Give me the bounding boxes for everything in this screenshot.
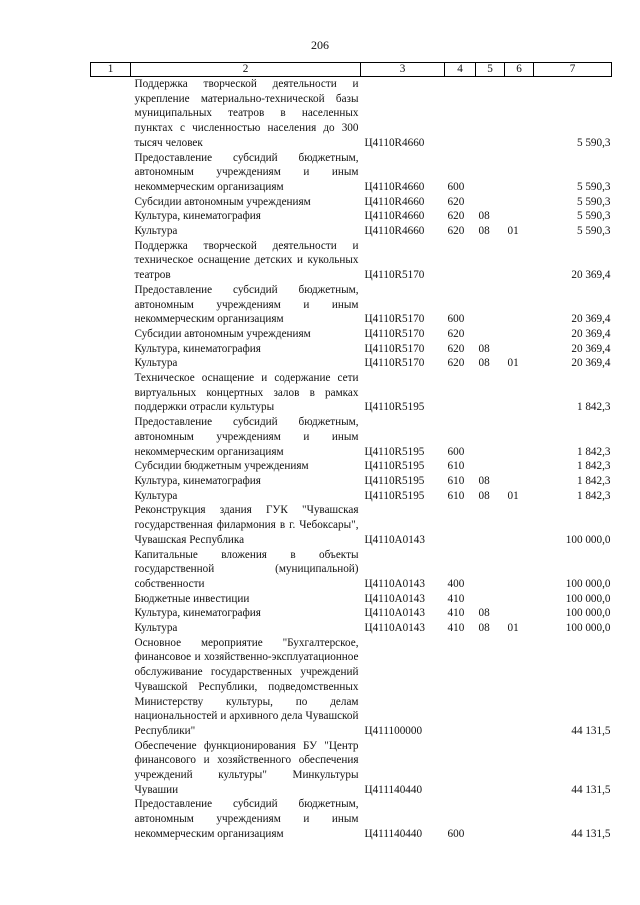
blank-cell: [91, 77, 131, 151]
amount: 20 369,4: [571, 313, 611, 326]
amount: 5 590,3: [576, 225, 611, 238]
target-article-code: Ц4110А0143: [364, 577, 425, 590]
item-name: Основное мероприятие "Бухгалтерское, финансовое и хозяйственно-эксплуатационное обслуживание государственных учреждений Чувашской Республики, подведомственных Министерству культуры, по делам национальностей и архивного дела Чувашской Республики": [134, 636, 359, 737]
section-code: [476, 327, 505, 342]
subsection-code: [505, 342, 534, 357]
amount: 100 000,0: [565, 533, 611, 546]
item-name: Бюджетные инвестиции: [134, 592, 250, 605]
blank-cell: [91, 239, 131, 283]
target-article-code: Ц411140440: [364, 783, 423, 796]
amount: 100 000,0: [565, 577, 611, 590]
blank-cell: [91, 739, 131, 798]
item-name: Субсидии бюджетным учреждениям: [134, 460, 309, 473]
expense-type-code: 600: [447, 313, 465, 326]
subsection-code: [505, 283, 534, 327]
subsection-code: [505, 636, 534, 739]
expense-type-code: 620: [447, 357, 465, 370]
item-name: Поддержка творческой деятельности и техническое оснащение детских и кукольных театров: [134, 239, 359, 282]
section-code: 08: [478, 357, 490, 370]
blank-cell: [91, 636, 131, 739]
column-number-2: 2: [131, 63, 361, 77]
expense-type-code: 610: [447, 489, 465, 502]
column-number-1: 1: [91, 63, 131, 77]
target-article-code: Ц411100000: [364, 724, 423, 737]
subsection-code: [505, 739, 534, 798]
target-article-code: Ц4110R5195: [364, 489, 425, 502]
table-row: [91, 621, 612, 636]
expense-type-code: 620: [447, 225, 465, 238]
expense-type-code: 600: [447, 180, 465, 193]
blank-cell: [91, 195, 131, 210]
subsection-code: [505, 151, 534, 195]
expense-type-code: 620: [447, 342, 465, 355]
subsection-code: [505, 209, 534, 224]
expense-type-code: [445, 371, 476, 415]
blank-cell: [91, 474, 131, 489]
column-number-6: 6: [505, 63, 534, 77]
blank-cell: [91, 327, 131, 342]
subsection-code: [505, 797, 534, 841]
item-name: Предоставление субсидий бюджетным, автономным учреждениям и иным некоммерческим организациям: [134, 283, 359, 326]
blank-cell: [91, 592, 131, 607]
table-row: [91, 224, 612, 239]
subsection-code: 01: [507, 357, 519, 370]
blank-cell: [91, 503, 131, 547]
section-code: 08: [478, 474, 490, 487]
item-name: Культура: [134, 489, 178, 502]
item-name: Культура, кинематография: [134, 474, 261, 487]
subsection-code: [505, 606, 534, 621]
target-article-code: Ц4110R5195: [364, 401, 425, 414]
expense-type-code: [445, 739, 476, 798]
section-code: 08: [478, 489, 490, 502]
table-row: [91, 548, 612, 592]
subsection-code: 01: [507, 489, 519, 502]
item-name: Субсидии автономным учреждениям: [134, 327, 311, 340]
target-article-code: Ц4110R4660: [364, 210, 425, 223]
subsection-code: [505, 327, 534, 342]
subsection-code: [505, 415, 534, 459]
section-code: [476, 371, 505, 415]
target-article-code: Ц4110А0143: [364, 592, 425, 605]
expense-type-code: 410: [447, 607, 465, 620]
blank-cell: [91, 151, 131, 195]
blank-cell: [91, 489, 131, 504]
blank-cell: [91, 371, 131, 415]
amount: 20 369,4: [571, 269, 611, 282]
section-code: [476, 797, 505, 841]
expense-type-code: 610: [447, 474, 465, 487]
expense-type-code: [445, 503, 476, 547]
section-code: 08: [478, 622, 490, 635]
amount: 1 842,3: [576, 460, 611, 473]
target-article-code: Ц4110R4660: [364, 195, 425, 208]
expense-type-code: 620: [447, 195, 465, 208]
subsection-code: [505, 371, 534, 415]
item-name: Предоставление субсидий бюджетным, автономным учреждениям и иным некоммерческим организациям: [134, 151, 359, 193]
subsection-code: [505, 474, 534, 489]
blank-cell: [91, 606, 131, 621]
expense-type-code: 620: [447, 210, 465, 223]
expense-type-code: 600: [447, 445, 465, 458]
table-row: [91, 636, 612, 739]
section-code: [476, 503, 505, 547]
table-row: [91, 342, 612, 357]
table-row: [91, 503, 612, 547]
item-name: Обеспечение функционирования БУ "Центр финансового и хозяйственного обеспечения учреждений культуры" Минкультуры Чувашии: [134, 739, 359, 796]
table-row: [91, 239, 612, 283]
section-code: 08: [478, 210, 490, 223]
subsection-code: [505, 548, 534, 592]
target-article-code: Ц4110R4660: [364, 225, 425, 238]
blank-cell: [91, 342, 131, 357]
item-name: Предоставление субсидий бюджетным, автономным учреждениям и иным некоммерческим организациям: [134, 416, 359, 458]
table-row: [91, 474, 612, 489]
subsection-code: 01: [507, 622, 519, 635]
target-article-code: Ц4110R4660: [364, 136, 425, 149]
table-row: [91, 209, 612, 224]
amount: 1 842,3: [576, 489, 611, 502]
table-row: [91, 283, 612, 327]
subsection-code: [505, 239, 534, 283]
target-article-code: Ц4110R5195: [364, 474, 425, 487]
target-article-code: Ц4110А0143: [364, 607, 425, 620]
target-article-code: Ц4110R5195: [364, 445, 425, 458]
blank-cell: [91, 209, 131, 224]
column-number-4: 4: [445, 63, 476, 77]
target-article-code: Ц4110R5170: [364, 357, 425, 370]
column-numbers-header: [91, 63, 612, 77]
table-row: [91, 371, 612, 415]
amount: 20 369,4: [571, 327, 611, 340]
expense-type-code: [445, 77, 476, 151]
section-code: [476, 151, 505, 195]
blank-cell: [91, 621, 131, 636]
target-article-code: Ц4110R5195: [364, 460, 425, 473]
column-number-7: 7: [534, 63, 612, 77]
amount: 44 131,5: [571, 827, 611, 840]
item-name: Реконструкция здания ГУК "Чувашская государственная филармония в г. Чебоксары", Чувашская Республика: [134, 504, 359, 546]
table-row: [91, 327, 612, 342]
item-name: Культура: [134, 225, 178, 238]
item-name: Поддержка творческой деятельности и укрепление материально-технической базы муниципальных театров в населенных пунктах с численностью населения до 300 тысяч человек: [134, 78, 359, 149]
table-row: [91, 459, 612, 474]
amount: 44 131,5: [571, 724, 611, 737]
target-article-code: Ц4110R4660: [364, 180, 425, 193]
table-row: [91, 489, 612, 504]
amount: 20 369,4: [571, 342, 611, 355]
section-code: [476, 592, 505, 607]
section-code: 08: [478, 225, 490, 238]
amount: 5 590,3: [576, 180, 611, 193]
target-article-code: Ц411140440: [364, 827, 423, 840]
target-article-code: Ц4110А0143: [364, 622, 425, 635]
blank-cell: [91, 224, 131, 239]
item-name: Культура, кинематография: [134, 607, 261, 620]
section-code: [476, 77, 505, 151]
table-row: [91, 356, 612, 371]
section-code: [476, 283, 505, 327]
item-name: Предоставление субсидий бюджетным, автономным учреждениям и иным некоммерческим организациям: [134, 798, 359, 840]
section-code: [476, 548, 505, 592]
amount: 5 590,3: [576, 210, 611, 223]
blank-cell: [91, 548, 131, 592]
section-code: [476, 415, 505, 459]
section-code: [476, 459, 505, 474]
section-code: [476, 636, 505, 739]
target-article-code: Ц4110R5170: [364, 327, 425, 340]
expense-type-code: 410: [447, 592, 465, 605]
table-row: [91, 415, 612, 459]
subsection-code: 01: [507, 225, 519, 238]
item-name: Культура: [134, 357, 178, 370]
section-code: [476, 239, 505, 283]
subsection-code: [505, 592, 534, 607]
blank-cell: [91, 415, 131, 459]
amount: 1 842,3: [576, 445, 611, 458]
expense-type-code: 400: [447, 577, 465, 590]
expense-type-code: [445, 636, 476, 739]
target-article-code: Ц4110R5170: [364, 313, 425, 326]
table-row: [91, 739, 612, 798]
item-name: Капитальные вложения в объекты государственной (муниципальной) собственности: [134, 548, 359, 590]
table-body: [91, 77, 612, 842]
blank-cell: [91, 283, 131, 327]
table-row: [91, 195, 612, 210]
target-article-code: Ц4110А0143: [364, 533, 425, 546]
expense-type-code: 600: [447, 827, 465, 840]
subsection-code: [505, 195, 534, 210]
section-code: [476, 739, 505, 798]
subsection-code: [505, 503, 534, 547]
table-row: [91, 151, 612, 195]
table-row: [91, 797, 612, 841]
item-name: Техническое оснащение и содержание сети виртуальных концертных залов в рамках поддержки отрасли культуры: [134, 372, 359, 414]
subsection-code: [505, 77, 534, 151]
section-code: 08: [478, 342, 490, 355]
expense-type-code: [445, 239, 476, 283]
page-number: 206: [311, 38, 329, 52]
section-code: [476, 195, 505, 210]
column-number-5: 5: [476, 63, 505, 77]
target-article-code: Ц4110R5170: [364, 342, 425, 355]
expense-type-code: 610: [447, 460, 465, 473]
amount: 44 131,5: [571, 783, 611, 796]
amount: 100 000,0: [565, 607, 611, 620]
item-name: Культура, кинематография: [134, 342, 261, 355]
item-name: Культура: [134, 622, 178, 635]
table-row: [91, 77, 612, 151]
amount: 5 590,3: [576, 195, 611, 208]
amount: 5 590,3: [576, 136, 611, 149]
subsection-code: [505, 459, 534, 474]
amount: 1 842,3: [576, 474, 611, 487]
blank-cell: [91, 356, 131, 371]
blank-cell: [91, 797, 131, 841]
amount: 20 369,4: [571, 357, 611, 370]
budget-table: [90, 62, 612, 842]
target-article-code: Ц4110R5170: [364, 269, 425, 282]
amount: 100 000,0: [565, 622, 611, 635]
expense-type-code: 410: [447, 622, 465, 635]
amount: 1 842,3: [576, 401, 611, 414]
amount: 100 000,0: [565, 592, 611, 605]
section-code: 08: [478, 607, 490, 620]
table-row: [91, 592, 612, 607]
column-number-3: 3: [361, 63, 445, 77]
item-name: Субсидии автономным учреждениям: [134, 195, 311, 208]
table-row: [91, 606, 612, 621]
blank-cell: [91, 459, 131, 474]
item-name: Культура, кинематография: [134, 210, 261, 223]
expense-type-code: 620: [447, 327, 465, 340]
